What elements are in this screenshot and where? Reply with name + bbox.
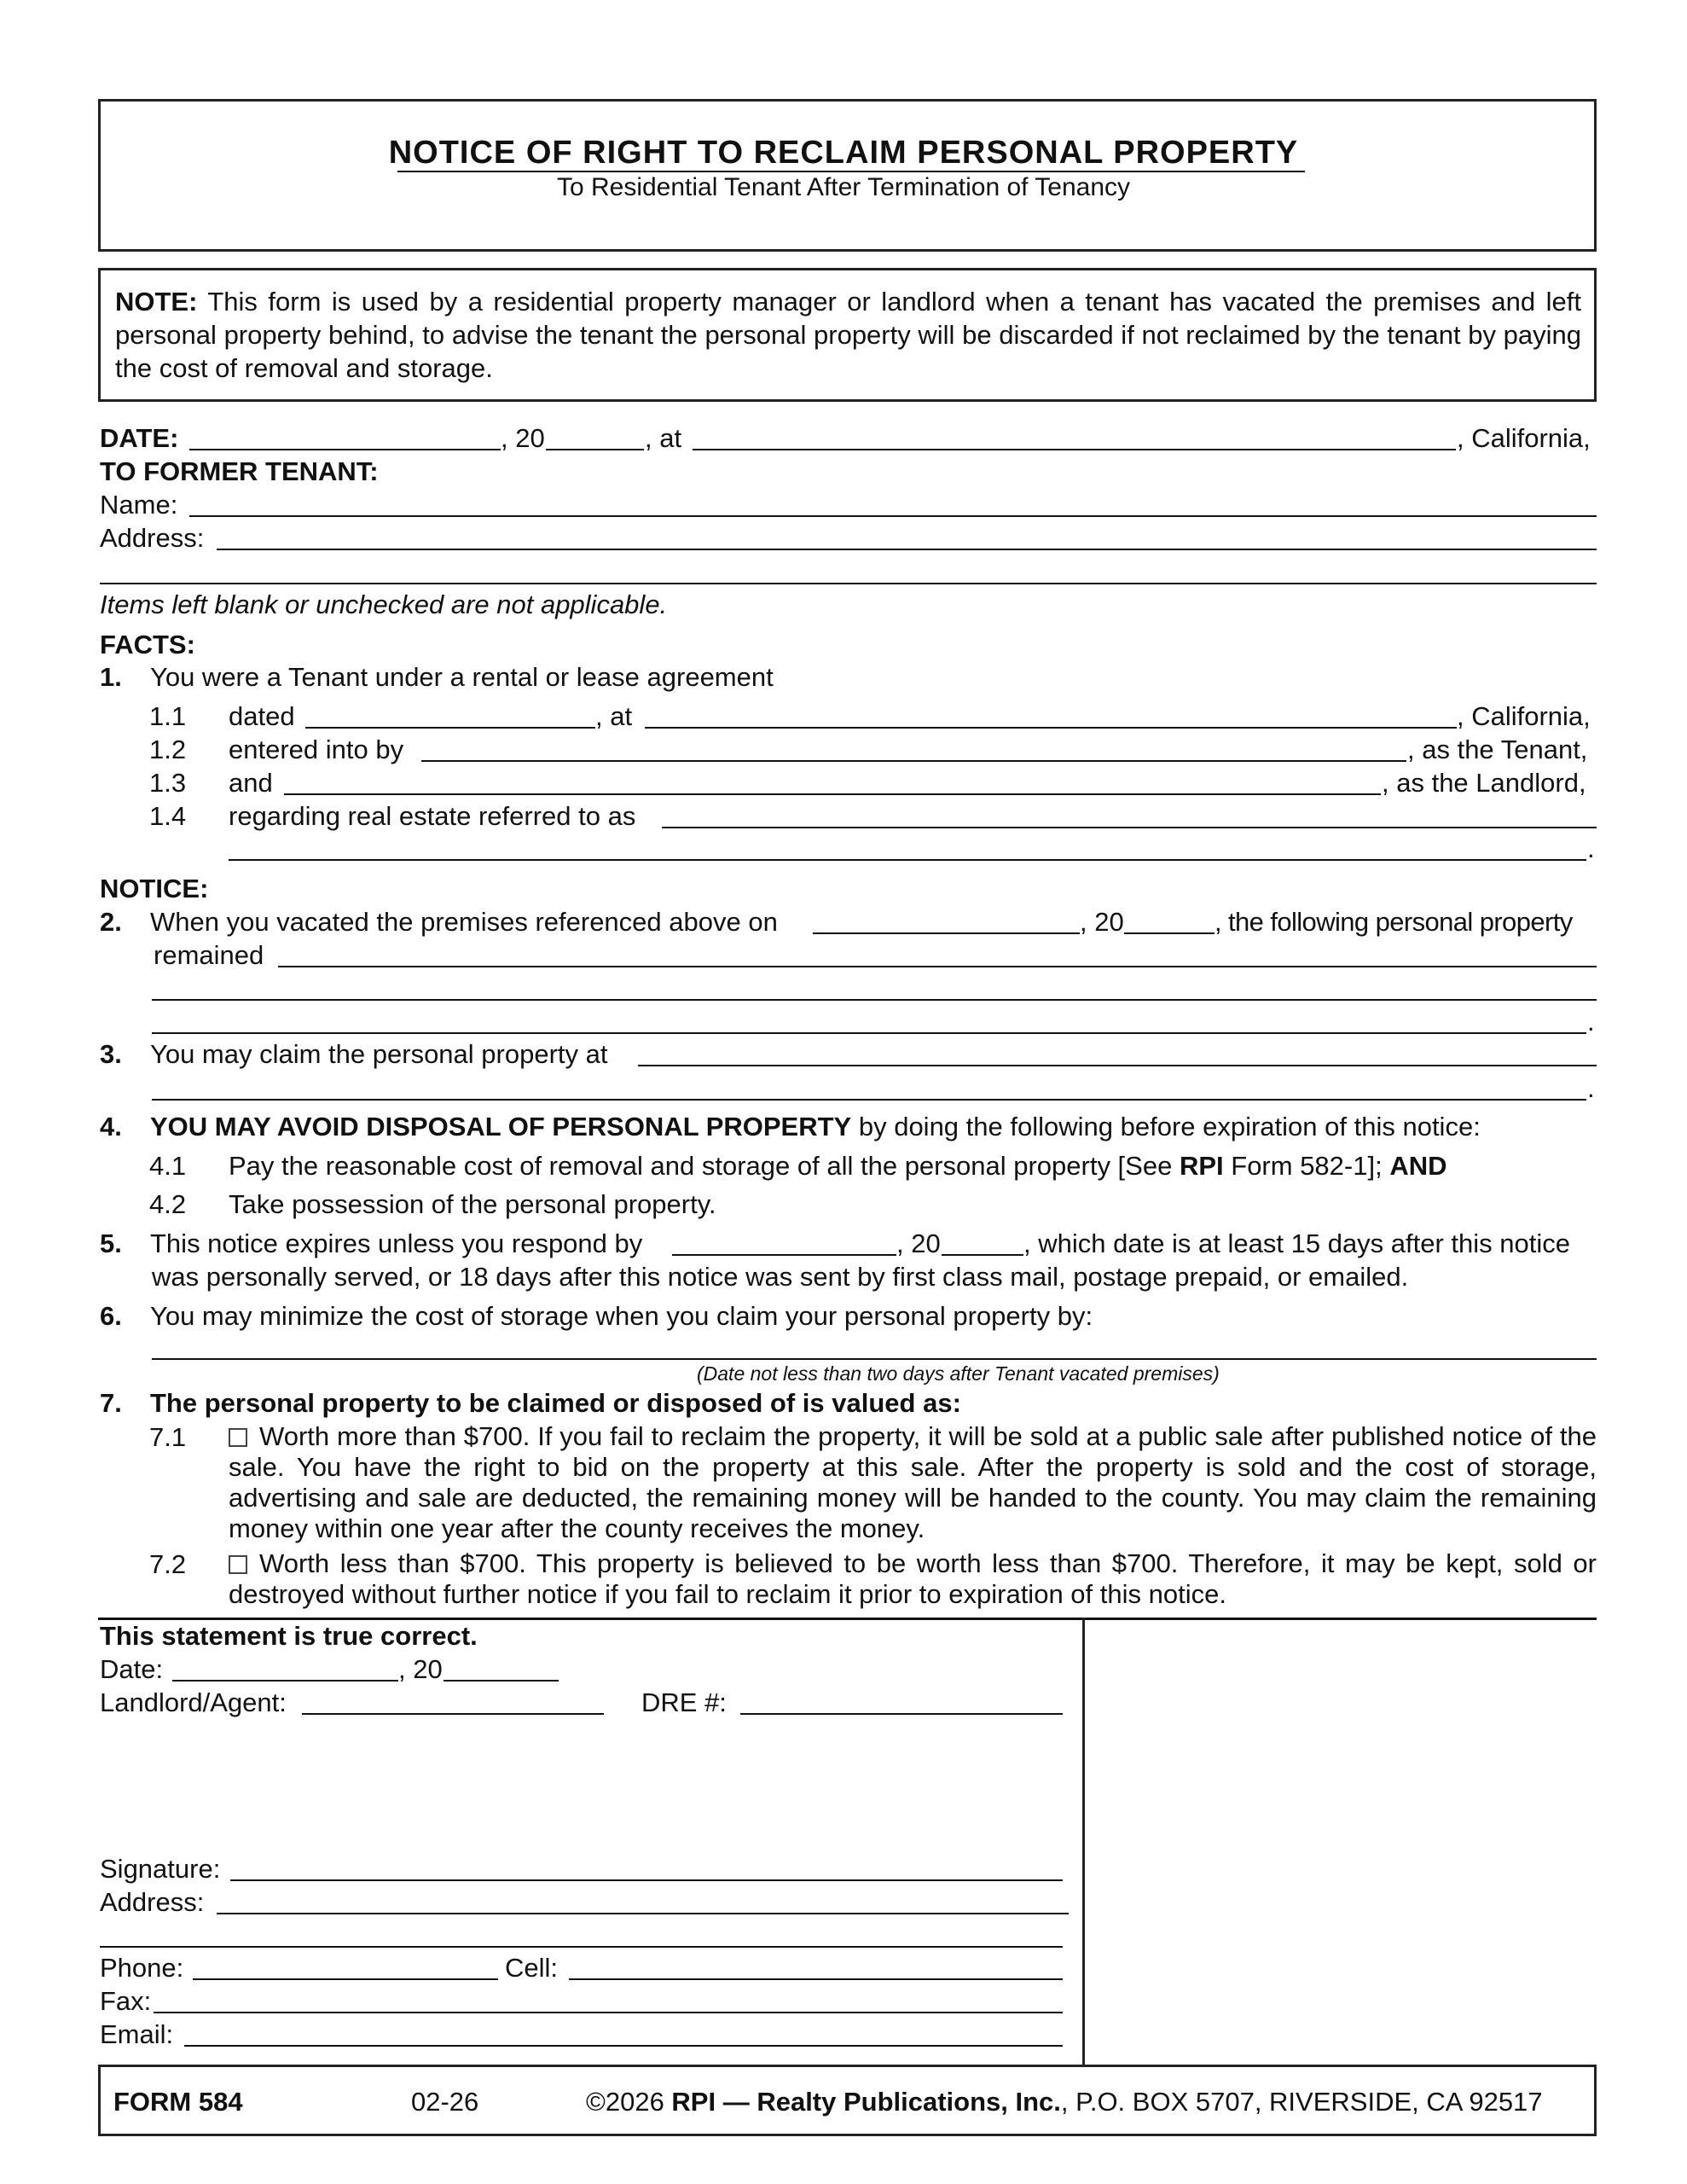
- tenant-name-field[interactable]: [421, 760, 1406, 762]
- form-subtitle: To Residential Tenant After Termination of Tenancy: [556, 173, 1131, 201]
- signature-block-divider: [1082, 1618, 1085, 2065]
- fax-field[interactable]: [154, 2012, 1063, 2013]
- notice-heading: NOTICE:: [100, 874, 209, 903]
- note-text: NOTE: This form is used by a residential property manager or landlord when a tenant has vacated the premises and left personal property behind, to advise the tenant the personal property will be discarded if not reclaimed by the tenant by paying the cost of removal and storage.: [115, 287, 1581, 383]
- notice-2-remained: remained: [154, 940, 264, 970]
- sig-year-field[interactable]: [443, 1680, 559, 1682]
- notice-7-text: The personal property to be claimed or disposed of is valued as:: [150, 1388, 961, 1418]
- item-number: 4.: [100, 1112, 122, 1141]
- fact-1-text: You were a Tenant under a rental or lease agreement: [150, 662, 774, 692]
- fact-1-3-text: and: [229, 768, 273, 798]
- fact-1-1-text: dated: [229, 701, 295, 731]
- form-date: 02-26: [411, 2087, 479, 2117]
- item-number: 5.: [100, 1228, 122, 1258]
- address-field-2[interactable]: [100, 583, 1597, 584]
- item-number: 7.: [100, 1388, 122, 1418]
- item-number: 1.4: [149, 801, 187, 831]
- notice-7-2-text: Worth less than $700. This property is believed to be worth less than $700. Therefore, it may be kept, sold or destroyed without further notice if you fail to reclaim it prior to expiration of this notice.: [229, 1548, 1597, 1609]
- footer-copyright: ©2026 RPI — Realty Publications, Inc., P.O. BOX 5707, RIVERSIDE, CA 92517: [586, 2087, 1543, 2117]
- item-number: 1.1: [149, 701, 187, 731]
- cell-label: Cell:: [505, 1953, 559, 1983]
- storage-date-field[interactable]: [152, 1358, 1597, 1360]
- email-field[interactable]: [184, 2045, 1063, 2047]
- item-number: 6.: [100, 1301, 122, 1331]
- fact-1-4-text: regarding real estate referred to as: [229, 801, 636, 831]
- notice-5-text-b: , which date is at least 15 days after this notice: [1023, 1228, 1571, 1258]
- statement-true: This statement is true correct.: [100, 1621, 478, 1651]
- item-number: 1.2: [149, 735, 187, 764]
- claim-location-field-2[interactable]: [152, 1099, 1586, 1101]
- notice-4-text: YOU MAY AVOID DISPOSAL OF PERSONAL PROPERTY by doing the following before expiration of this notice:: [150, 1112, 1481, 1141]
- notice-4-1-text: Pay the reasonable cost of removal and storage of all the personal property [See RPI Form 582-1]; AND: [229, 1151, 1447, 1181]
- value-over-700-checkbox[interactable]: [229, 1428, 247, 1447]
- address-field[interactable]: [217, 549, 1597, 550]
- expiry-year-field[interactable]: [942, 1254, 1023, 1256]
- date-city-field[interactable]: [693, 449, 1456, 450]
- signature-label: Signature:: [100, 1854, 221, 1884]
- facts-heading: FACTS:: [100, 630, 195, 659]
- sig-address-field-2[interactable]: [100, 1946, 1063, 1948]
- real-estate-field[interactable]: [662, 827, 1597, 828]
- notice-2-twenty: , 20: [1080, 907, 1124, 937]
- item-number: 7.2: [149, 1549, 187, 1579]
- item-number: 7.1: [149, 1422, 187, 1452]
- notice-3-text: You may claim the personal property at: [150, 1039, 608, 1069]
- date-california: , California,: [1457, 423, 1591, 453]
- fact-1-1-california: , California,: [1457, 701, 1591, 731]
- fact-1-2-text: entered into by: [229, 735, 404, 764]
- agreement-city-field[interactable]: [645, 727, 1457, 729]
- date-at: , at: [645, 423, 682, 453]
- cell-field[interactable]: [569, 1978, 1063, 1980]
- item-number: 2.: [100, 907, 122, 937]
- form-title: NOTICE OF RIGHT TO RECLAIM PERSONAL PROPERTY: [388, 135, 1299, 171]
- claim-location-field[interactable]: [638, 1065, 1597, 1066]
- notice-4-2-text: Take possession of the personal property.: [229, 1189, 716, 1219]
- item-number: 1.: [100, 662, 122, 692]
- date-label: DATE:: [100, 423, 179, 453]
- property-list-field-3[interactable]: [152, 1032, 1586, 1034]
- sig-date-field[interactable]: [172, 1680, 398, 1682]
- phone-field[interactable]: [193, 1978, 498, 1980]
- landlord-name-field[interactable]: [284, 793, 1381, 795]
- notice-6-text: You may minimize the cost of storage when you claim your personal property by:: [150, 1301, 1093, 1331]
- notice-2-text-b: , the following personal property: [1215, 907, 1573, 937]
- dre-label: DRE #:: [641, 1687, 727, 1717]
- notice-5-text: This notice expires unless you respond by: [150, 1228, 643, 1258]
- date-year-field[interactable]: [546, 449, 644, 450]
- vacated-date-field[interactable]: [813, 932, 1080, 934]
- sig-date-label: Date:: [100, 1654, 164, 1684]
- notice-7-1-text: Worth more than $700. If you fail to reclaim the property, it will be sold at a public sale after published notice of the sale. You have the right to bid on the property at this sale. After the property is sold and the cost of storage, advertising and sale are deducted, the remaining money will be handed to the county. You may claim the remaining money within one year after the county receives the money.: [229, 1421, 1597, 1543]
- period: .: [1587, 1073, 1595, 1103]
- date-twenty: , 20: [501, 423, 545, 453]
- item-number: 1.3: [149, 768, 187, 798]
- notice-5-twenty: , 20: [896, 1228, 941, 1258]
- sig-date-twenty: , 20: [398, 1654, 443, 1684]
- date-field[interactable]: [189, 449, 501, 450]
- form-number: FORM 584: [113, 2087, 243, 2117]
- title-underline: [397, 171, 1305, 172]
- item-number: 4.2: [149, 1189, 187, 1219]
- notice-2-text: When you vacated the premises referenced above on: [150, 907, 778, 937]
- period: .: [1587, 1007, 1595, 1037]
- property-list-field-2[interactable]: [152, 999, 1597, 1001]
- dre-field[interactable]: [740, 1713, 1063, 1715]
- vacated-year-field[interactable]: [1124, 932, 1215, 934]
- storage-date-hint: (Date not less than two days after Tenant vacated premises): [697, 1362, 1220, 1385]
- period: .: [1587, 834, 1595, 863]
- expiry-date-field[interactable]: [672, 1254, 896, 1256]
- item-number: 4.1: [149, 1151, 187, 1181]
- real-estate-field-2[interactable]: [229, 859, 1586, 861]
- landlord-agent-field[interactable]: [302, 1713, 604, 1715]
- value-under-700-checkbox[interactable]: [229, 1555, 247, 1574]
- landlord-agent-label: Landlord/Agent:: [100, 1687, 287, 1717]
- name-label: Name:: [100, 490, 178, 520]
- agreement-date-field[interactable]: [305, 727, 595, 729]
- fact-1-3-end: , as the Landlord,: [1382, 768, 1586, 798]
- notice-5-text-c: was personally served, or 18 days after this notice was sent by first class mail, postage prepaid, or emailed.: [152, 1262, 1409, 1292]
- fact-1-1-at: , at: [595, 701, 633, 731]
- name-field[interactable]: [189, 515, 1597, 517]
- sig-address-field[interactable]: [217, 1913, 1069, 1914]
- email-label: Email:: [100, 2019, 174, 2049]
- to-former-tenant: TO FORMER TENANT:: [100, 456, 379, 486]
- sig-address-label: Address:: [100, 1887, 205, 1917]
- fact-1-2-end: , as the Tenant,: [1407, 735, 1588, 764]
- address-label: Address:: [100, 523, 205, 553]
- fax-label: Fax:: [100, 1986, 152, 2016]
- items-left-blank-note: Items left blank or unchecked are not applicable.: [100, 590, 668, 619]
- signature-field[interactable]: [230, 1879, 1063, 1881]
- phone-label: Phone:: [100, 1953, 184, 1983]
- property-list-field[interactable]: [278, 966, 1597, 967]
- item-number: 3.: [100, 1039, 122, 1069]
